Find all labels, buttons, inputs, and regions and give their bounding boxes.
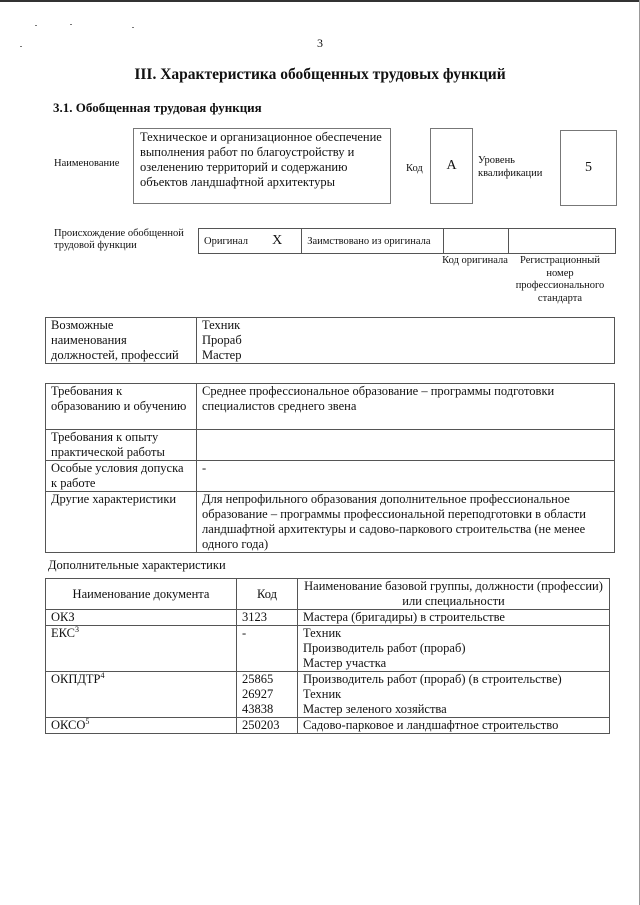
requirements-table (45, 383, 615, 553)
additional-row (46, 610, 610, 626)
requirement-row (46, 461, 615, 492)
doc-codes (237, 718, 298, 734)
requirement-row (46, 492, 615, 553)
position-item: Прораб (202, 333, 242, 347)
footnote-ref: 3 (75, 624, 79, 634)
doc-name-text: ЕКС (51, 626, 75, 640)
reg-number-caption: Регистрационный номер профессионального стандарта (515, 255, 605, 304)
doc-title: Техник (303, 687, 342, 701)
original-code-caption: Код оригинала (442, 255, 508, 266)
additional-table (45, 578, 610, 734)
level-value-box: 5 (560, 130, 617, 206)
doc-code: - (242, 626, 247, 640)
doc-codes (237, 672, 298, 718)
requirement-label: Другие характеристики (46, 492, 197, 553)
level-label: Уровень квалификации (478, 155, 543, 179)
footnote-ref: 5 (85, 716, 90, 726)
position-item: Мастер (202, 348, 242, 362)
doc-titles (298, 610, 610, 626)
original-mark: Х (267, 229, 302, 254)
positions-values (197, 318, 615, 364)
name-label: Наименование (54, 158, 120, 169)
header-document: Наименование документа (46, 579, 237, 610)
requirement-row (46, 430, 615, 461)
header-name: Наименование базовой группы, должности (профессии) или специальности (298, 579, 610, 610)
requirement-value: Для непрофильного образования дополнительное профессиональное образование – программы профессиональной переподготовки в области ландшафтной архитектуры и садово-паркового строительства (не менее одного года) (197, 492, 615, 553)
position-item: Техник (202, 318, 241, 332)
doc-code: 3123 (242, 610, 267, 624)
doc-name-text: ОКПДТР (51, 672, 101, 686)
additional-caption: Дополнительные характеристики (48, 558, 226, 572)
additional-header-row (46, 579, 610, 610)
doc-codes (237, 610, 298, 626)
doc-name (46, 718, 237, 734)
requirement-value: - (197, 461, 615, 492)
doc-name (46, 610, 237, 626)
reg-number-cell (508, 229, 615, 254)
origin-label: Происхождение обобщенной трудовой функции (54, 228, 184, 251)
doc-name-text: ОКСО (51, 718, 86, 732)
doc-name (46, 626, 237, 672)
doc-titles (298, 626, 610, 672)
scan-speck (70, 24, 72, 25)
doc-code: 26927 (242, 687, 274, 701)
origin-table (198, 228, 616, 254)
footnote-ref: 4 (100, 670, 105, 680)
doc-code: 25865 (242, 672, 274, 686)
doc-title: Техник (303, 626, 342, 640)
requirement-value: Среднее профессиональное образование – программы подготовки специалистов среднего звена (197, 384, 615, 430)
code-label: Код (406, 163, 423, 174)
requirement-label: Особые условия допуска к работе (46, 461, 197, 492)
additional-row (46, 718, 610, 734)
doc-name (46, 672, 237, 718)
requirement-row (46, 384, 615, 430)
additional-row (46, 672, 610, 718)
section-title: 3.1. Обобщенная трудовая функция (53, 100, 262, 115)
doc-title: Садово-парковое и ландшафтное строительство (303, 718, 559, 732)
original-label: Оригинал (199, 229, 268, 254)
doc-title: Производитель работ (прораб) (303, 641, 466, 655)
doc-title: Мастер участка (303, 656, 387, 670)
header-code: Код (237, 579, 298, 610)
doc-title: Мастер зеленого хозяйства (303, 702, 447, 716)
doc-title: Производитель работ (прораб) (в строительстве) (303, 672, 562, 686)
scan-speck (132, 27, 134, 28)
doc-code: 250203 (242, 718, 280, 732)
borrowed-label: Заимствовано из оригинала (302, 229, 443, 254)
doc-codes (237, 626, 298, 672)
doc-titles (298, 718, 610, 734)
doc-code: 43838 (242, 702, 274, 716)
scan-top-edge (0, 0, 640, 2)
requirement-label: Требования к опыту практической работы (46, 430, 197, 461)
requirement-value (197, 430, 615, 461)
doc-name-text: ОКЗ (51, 610, 75, 624)
function-name-box: Техническое и организационное обеспечение выполнения работ по благоустройству и озеленению территорий и содержанию объектов ландшафтной архитектуры (133, 128, 391, 204)
doc-titles (298, 672, 610, 718)
page-title: III. Характеристика обобщенных трудовых функций (134, 66, 506, 83)
original-code-cell (443, 229, 508, 254)
requirement-label: Требования к образованию и обучению (46, 384, 197, 430)
additional-row (46, 626, 610, 672)
positions-table (45, 317, 615, 364)
code-value-box: А (430, 128, 473, 204)
positions-label: Возможные наименования должностей, профессий (46, 318, 197, 364)
doc-title: Мастера (бригадиры) в строительстве (303, 610, 505, 624)
page-number: 3 (317, 36, 323, 50)
scan-speck (35, 25, 37, 26)
